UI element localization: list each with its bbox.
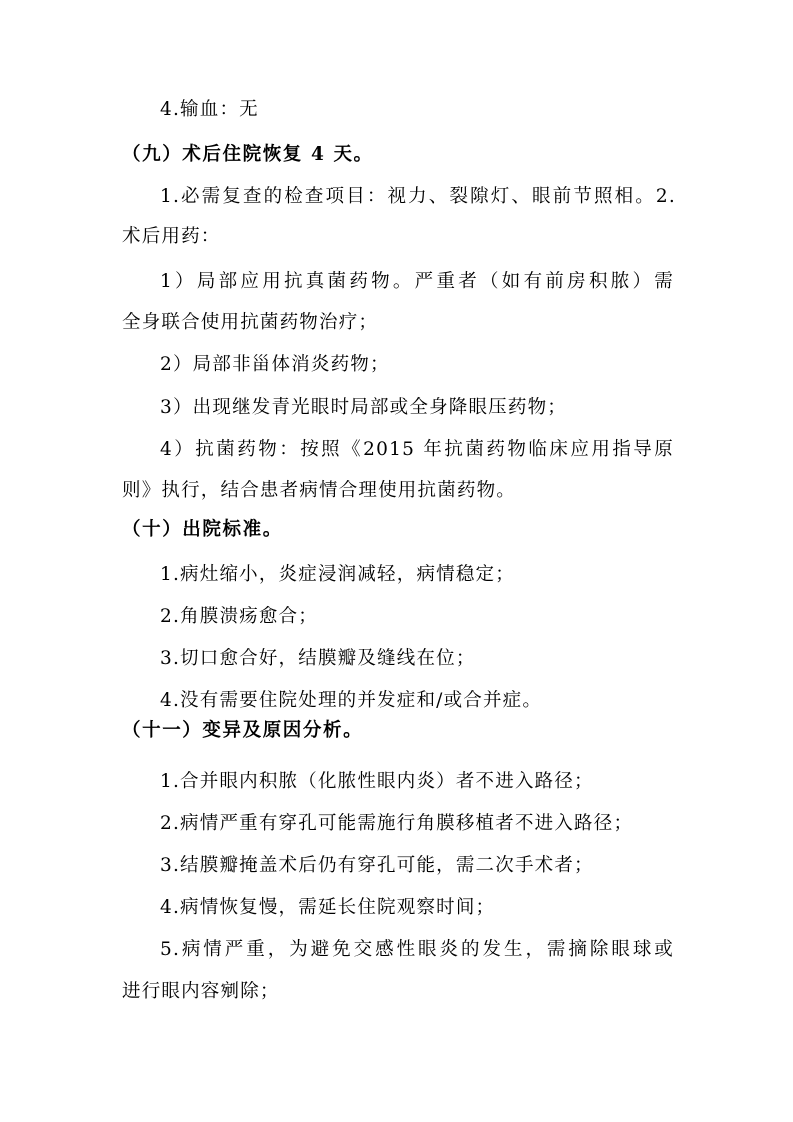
paragraph-line: 1.必需复查的检查项目：视力、裂隙灯、眼前节照相。2. [160, 186, 676, 207]
list-item-line: 则》执行，结合患者病情合理使用抗菌药物。 [122, 480, 517, 501]
transfusion-line: 4.输血：无 [160, 99, 259, 120]
list-item-line: 3.结膜瓣掩盖术后仍有穿孔可能，需二次手术者； [160, 855, 594, 876]
paragraph-line: 术后用药： [122, 226, 221, 247]
list-item-line: 3）出现继发青光眼时局部或全身降眼压药物； [160, 397, 567, 418]
list-item-line: 4.病情恢复慢，需延长住院观察时间； [160, 897, 496, 918]
list-item-line: 进行眼内容剜除； [122, 981, 280, 1002]
section-heading-10: （十）出院标准。 [122, 519, 283, 540]
list-item-line: 4）抗菌药物：按照《2015 年抗菌药物临床应用指导原 [160, 439, 674, 460]
list-item-line: 1.病灶缩小，炎症浸润减轻，病情稳定； [160, 564, 515, 585]
list-item-line: 1.合并眼内积脓（化脓性眼内炎）者不进入路径； [160, 771, 594, 792]
list-item-line: 2.病情严重有穿孔可能需施行角膜移植者不进入路径； [160, 813, 634, 834]
list-item-line: 全身联合使用抗菌药物治疗； [122, 312, 379, 333]
list-item-line: 3.切口愈合好，结膜瓣及缝线在位； [160, 648, 476, 669]
section-heading-11: （十一）变异及原因分析。 [122, 720, 364, 741]
list-item-line: 4.没有需要住院处理的并发症和/或合并症。 [160, 690, 543, 711]
list-item-line: 1）局部应用抗真菌药物。严重者（如有前房积脓）需 [160, 271, 674, 292]
list-item-line: 2.角膜溃疡愈合； [160, 606, 318, 627]
list-item-line: 2）局部非甾体消炎药物； [160, 354, 390, 375]
section-heading-9: （九）术后住院恢复 4 天。 [122, 144, 374, 165]
list-item-line: 5.病情严重，为避免交感性眼炎的发生，需摘除眼球或 [160, 939, 674, 960]
